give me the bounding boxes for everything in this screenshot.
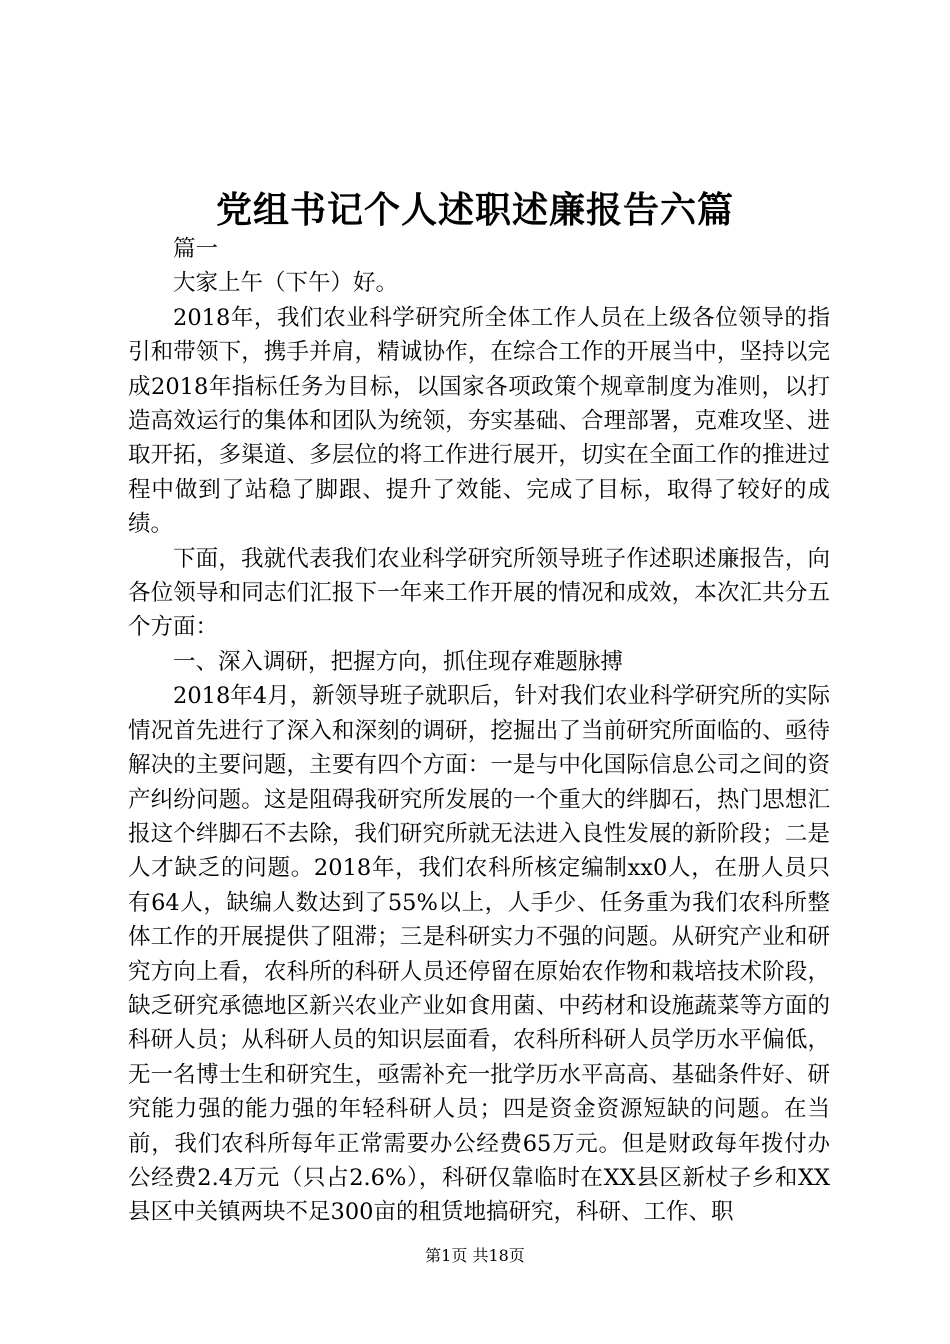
- body-paragraph: 下面，我就代表我们农业科学研究所领导班子作述职述廉报告，向各位领导和同志们汇报下一年来工作开展的情况和成效，本次汇共分五个方面：: [128, 545, 830, 641]
- document-title: 党组书记个人述职述廉报告六篇: [215, 189, 734, 231]
- section-heading: 篇一: [173, 236, 219, 262]
- page-number-footer: 第1页 共18页: [425, 1246, 525, 1265]
- document-body: [128, 232, 830, 1230]
- subsection-heading: 一、深入调研，把握方向，抓住现存难题脉搏: [173, 648, 624, 675]
- greeting-paragraph: 大家上午（下午）好。: [173, 270, 399, 297]
- body-paragraph: 2018年，我们农业科学研究所全体工作人员在上级各位领导的指引和带领下，携手并肩，精诚协作，在综合工作的开展当中，坚持以完成2018年指标任务为目标，以国家各项政策个规章制度为准则，以打造高效运行的集体和团队为统领，夯实基础、合理部署，克难攻坚、进取开拓，多渠道、多层位的将工作进行展开，切实在全面工作的推进过程中做到了站稳了脚跟、提升了效能、完成了目标，取得了较好的成绩。: [128, 304, 830, 538]
- body-paragraph: 2018年4月，新领导班子就职后，针对我们农业科学研究所的实际情况首先进行了深入和深刻的调研，挖掘出了当前研究所面临的、亟待解决的主要问题，主要有四个方面：一是与中化国际信息公司之间的资产纠纷问题。这是阻碍我研究所发展的一个重大的绊脚石，热门思想汇报这个绊脚石不去除，我们研究所就无法进入良性发展的新阶段；二是人才缺乏的问题。2018年，我们农科所核定编制xx0人，在册人员只有64人，缺编人数达到了55%以上，人手少、任务重为我们农科所整体工作的开展提供了阻滞；三是科研实力不强的问题。从研究产业和研究方向上看，农科所的科研人员还停留在原始农作物和栽培技术阶段，缺乏研究承德地区新兴农业产业如食用菌、中药材和设施蔬菜等方面的科研人员；从科研人员的知识层面看，农科所科研人员学历水平偏低，无一名博士生和研究生，亟需补充一批学历水平高高、基础条件好、研究能力强的能力强的年轻科研人员；四是资金资源短缺的问题。在当前，我们农科所每年正常需要办公经费65万元。但是财政每年拨付办公经费2.4万元（只占2.6%），科研仅靠临时在XX县区新杖子乡和XX县区中关镇两块不足300亩的租赁地搞研究，科研、工作、职: [128, 683, 830, 1226]
